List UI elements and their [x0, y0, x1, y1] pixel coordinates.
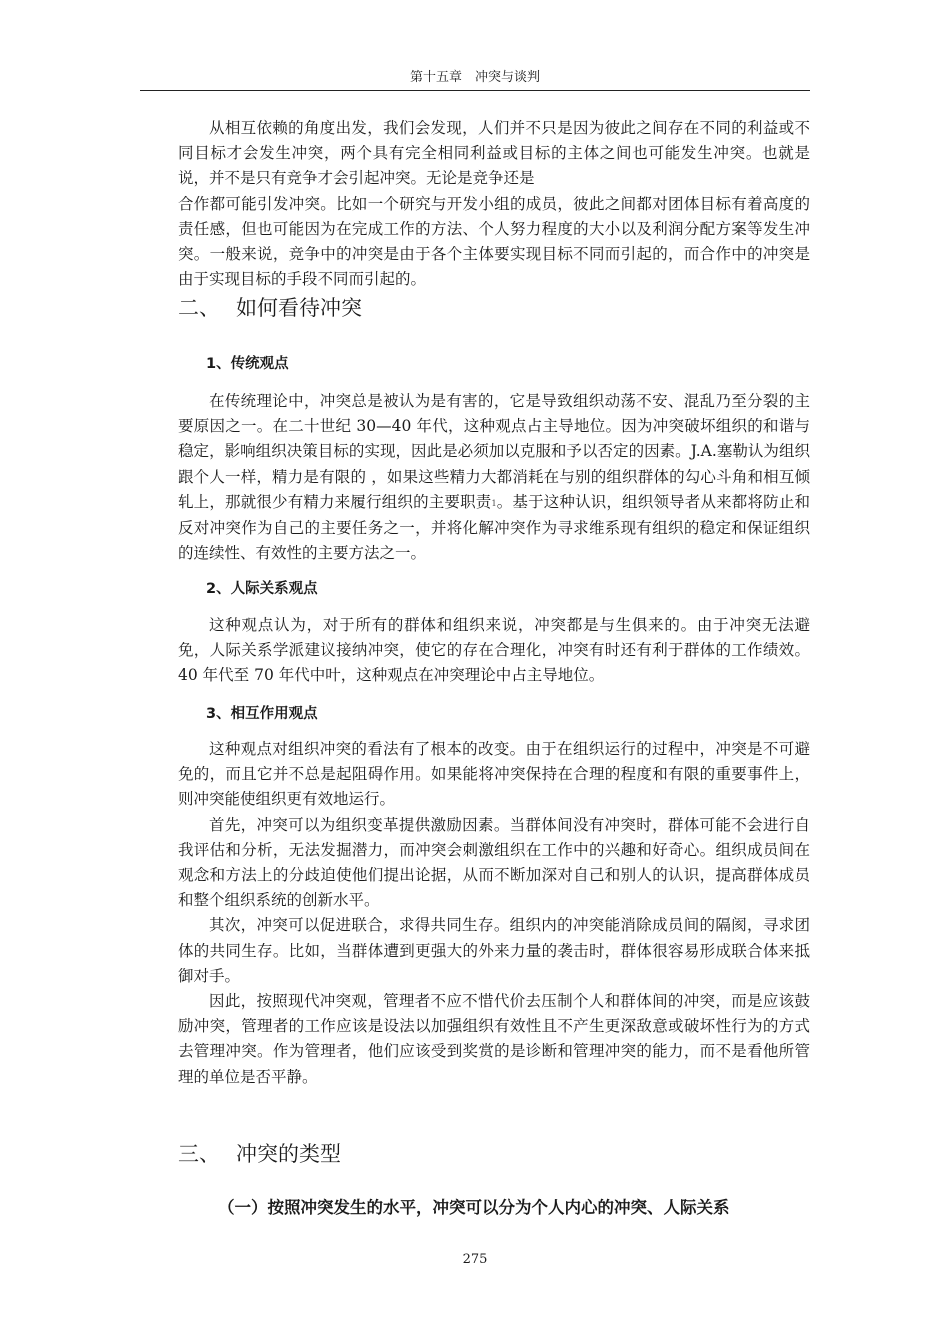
- section-heading-2: [178, 292, 362, 322]
- paragraph: 从相互依赖的角度出发，我们会发现，人们并不只是因为彼此之间存在不同的利益或不同目标才会发生冲突，两个具有完全相同利益或目标的主体之间也可能发生冲突。也就是说，并不是只有竞争才会引起冲突。无论是竞争还是: [178, 119, 810, 188]
- paragraph: 因此，按照现代冲突观，管理者不应不惜代价去压制个人和群体间的冲突，而是应该鼓励冲突，管理者的工作应该是设法以加强组织有效性且不产生更深敌意或破坏性行为的方式去管理冲突。作为管理者，他们应该受到奖赏的是诊断和管理冲突的能力，而不是看他所管理的单位是否平静。: [178, 992, 810, 1086]
- human-relations-view-text: [178, 613, 810, 689]
- section-title: 如何看待冲突: [236, 296, 362, 320]
- paragraph: 其次，冲突可以促进联合，求得共同生存。组织内的冲突能消除成员间的隔阂，寻求团体的共同生存。比如，当群体遭到更强大的外来力量的袭击时，群体很容易形成联合体来抵御对手。: [178, 916, 810, 985]
- running-header: 第十五章 冲突与谈判: [140, 68, 810, 91]
- section-number: 二、: [178, 296, 220, 320]
- paragraph: 这种观点认为，对于所有的群体和组织来说，冲突都是与生俱来的。由于冲突无法避免，人际关系学派建议接纳冲突，使它的存在合理化，冲突有时还有利于群体的工作绩效。40 年代至 70 年代中叶，这种观点在冲突理论中占主导地位。: [178, 616, 810, 685]
- paragraph: 合作都可能引发冲突。比如一个研究与开发小组的成员，彼此之间都对团体目标有着高度的责任感，但也可能因为在完成工作的方法、个人努力程度的大小以及利润分配方案等发生冲突。一般来说，竞争中的冲突是由于各个主体要实现目标不同而引起的，而合作中的冲突是由于实现目标的手段不同而引起的。: [178, 194, 810, 289]
- footnote-reference[interactable]: 1: [491, 498, 497, 508]
- intro-block: [178, 116, 810, 292]
- section-heading-3: [178, 1138, 341, 1168]
- paragraph: 首先，冲突可以为组织变革提供激励因素。当群体间没有冲突时，群体可能不会进行自我评估和分析，无法发掘潜力，而冲突会刺激组织在工作中的兴趣和好奇心。组织成员间在观念和方法上的分歧迫使他们提出论据，从而不断加深对自己和别人的认识，提高群体成员和整个组织系统的创新水平。: [178, 815, 810, 910]
- paragraph: 这种观点对组织冲突的看法有了根本的改变。由于在组织运行的过程中，冲突是不可避免的，而且它并不总是起阻碍作用。如果能将冲突保持在合理的程度和有限的重要事件上，则冲突能使组织更有效地运行。: [178, 740, 810, 809]
- subsection-heading: 3、相互作用观点: [206, 706, 318, 722]
- section-title: 冲突的类型: [236, 1142, 341, 1166]
- subsection-heading: 2、人际关系观点: [206, 581, 318, 597]
- interactionist-view-text: [178, 737, 810, 1090]
- section-number: 三、: [178, 1142, 220, 1166]
- subsection-heading: 1、传统观点: [206, 356, 289, 372]
- subsection-heading: （一）按照冲突发生的水平，冲突可以分为个人内心的冲突、人际关系: [218, 1198, 730, 1217]
- paragraph: 在传统理论中，冲突总是被认为是有害的，它是导致组织动荡不安、混乱乃至分裂的主要原因之一。在二十世纪 30—40 年代，这种观点占主导地位。因为冲突破坏组织的和谐与稳定，影响组织决策目标的实现，因此是必须加以克服和予以否定的因素。J.A.塞勒认为组织跟个人一样，精力是有限的 ，如果这些精力大都消耗在与别的组织群体的勾心斗角和相互倾轧上，那就很少有精力来履行组织的主要职责1。基于这种认识，组织领导者从来都将防止和反对冲突作为自己的主要任务之一，并将化解冲突作为寻求维系现有组织的稳定和保证组织的连续性、有效性的主要方法之一。: [178, 392, 810, 563]
- page-number: 275: [462, 1252, 488, 1267]
- traditional-view-text: [178, 389, 810, 566]
